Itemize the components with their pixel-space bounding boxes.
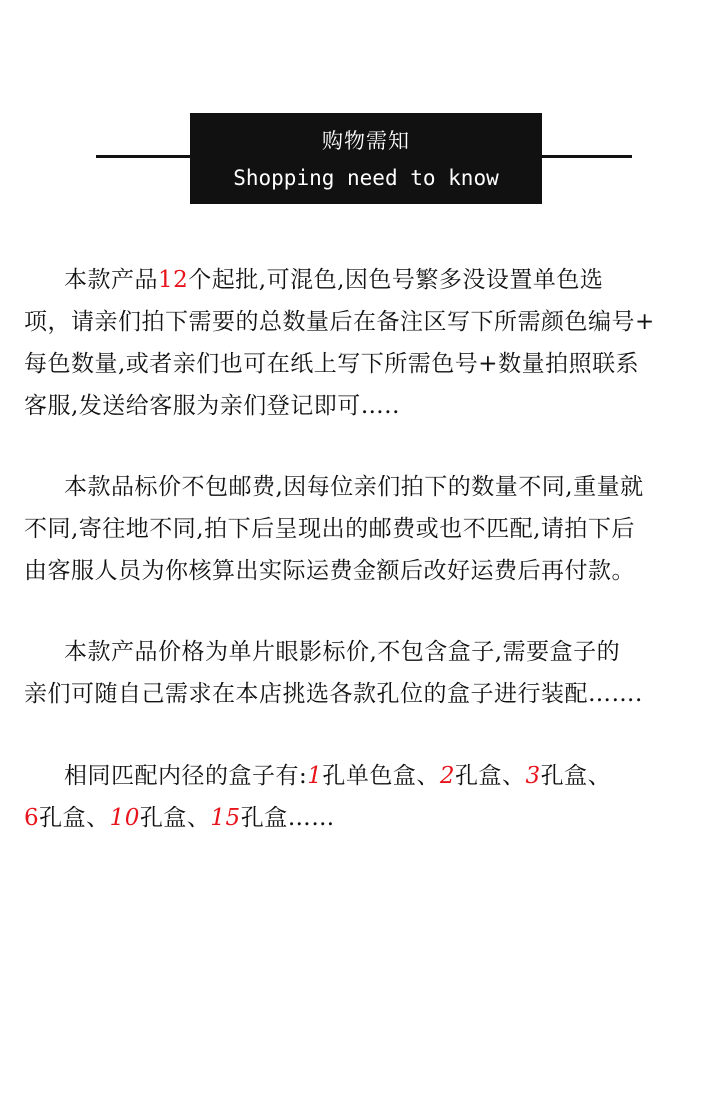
highlight-number: 3 [525, 763, 541, 789]
paragraph-line: 客服,发送给客服为亲们登记即可….. [24, 393, 400, 419]
highlight-number: 1 [307, 763, 323, 789]
paragraph-line [24, 466, 714, 508]
paragraph-line [24, 631, 714, 673]
paragraph-line: 不同,寄往地不同,拍下后呈现出的邮费或也不匹配,请拍下后 [24, 516, 635, 542]
text-span: 孔盒…… [240, 805, 335, 831]
highlight-number: 12 [158, 267, 189, 293]
highlight-number: 6 [24, 805, 40, 831]
paragraph-matching-boxes [24, 755, 714, 839]
highlight-number: 10 [109, 805, 140, 831]
text-span: 本款品标价不包邮费,因每位亲们拍下的数量不同,重量就 [64, 474, 644, 500]
header-rule-right [540, 155, 632, 158]
paragraph-line: 项，请亲们拍下需要的总数量后在备注区写下所需颜色编号+ [24, 309, 655, 335]
header-rule-left [96, 155, 192, 158]
text-span: 本款产品 [64, 267, 158, 293]
paragraph-line [24, 755, 714, 797]
paragraph-line: 亲们可随自己需求在本店挑选各款孔位的盒子进行装配……. [24, 681, 643, 707]
paragraph-line: 由客服人员为你核算出实际运费金额后改好运费后再付款。 [24, 558, 635, 584]
paragraph-box-info [24, 631, 714, 715]
header-banner [190, 113, 542, 204]
header-title-en: Shopping need to know [233, 166, 499, 190]
text-span: 孔盒、 [39, 805, 110, 831]
text-span: 孔盒、 [139, 805, 211, 831]
paragraph-order-info [24, 259, 714, 427]
highlight-number: 2 [439, 763, 456, 789]
paragraph-line [24, 797, 714, 839]
text-span: 相同匹配内径的盒子有: [64, 763, 308, 789]
highlight-number: 15 [210, 805, 241, 831]
paragraph-line: 每色数量,或者亲们也可在纸上写下所需色号+数量拍照联系 [24, 351, 640, 377]
header-title-cn: 购物需知 [322, 129, 410, 153]
paragraph-line [24, 259, 714, 301]
text-span: 孔单色盒、 [322, 763, 440, 789]
text-span: 孔盒、 [455, 763, 526, 789]
text-span: 个起批,可混色,因色号繁多没设置单色选 [188, 267, 604, 293]
text-span: 孔盒、 [540, 763, 612, 789]
text-span: 本款产品价格为单片眼影标价,不包含盒子,需要盒子的 [64, 639, 621, 665]
paragraph-shipping-info [24, 466, 714, 592]
